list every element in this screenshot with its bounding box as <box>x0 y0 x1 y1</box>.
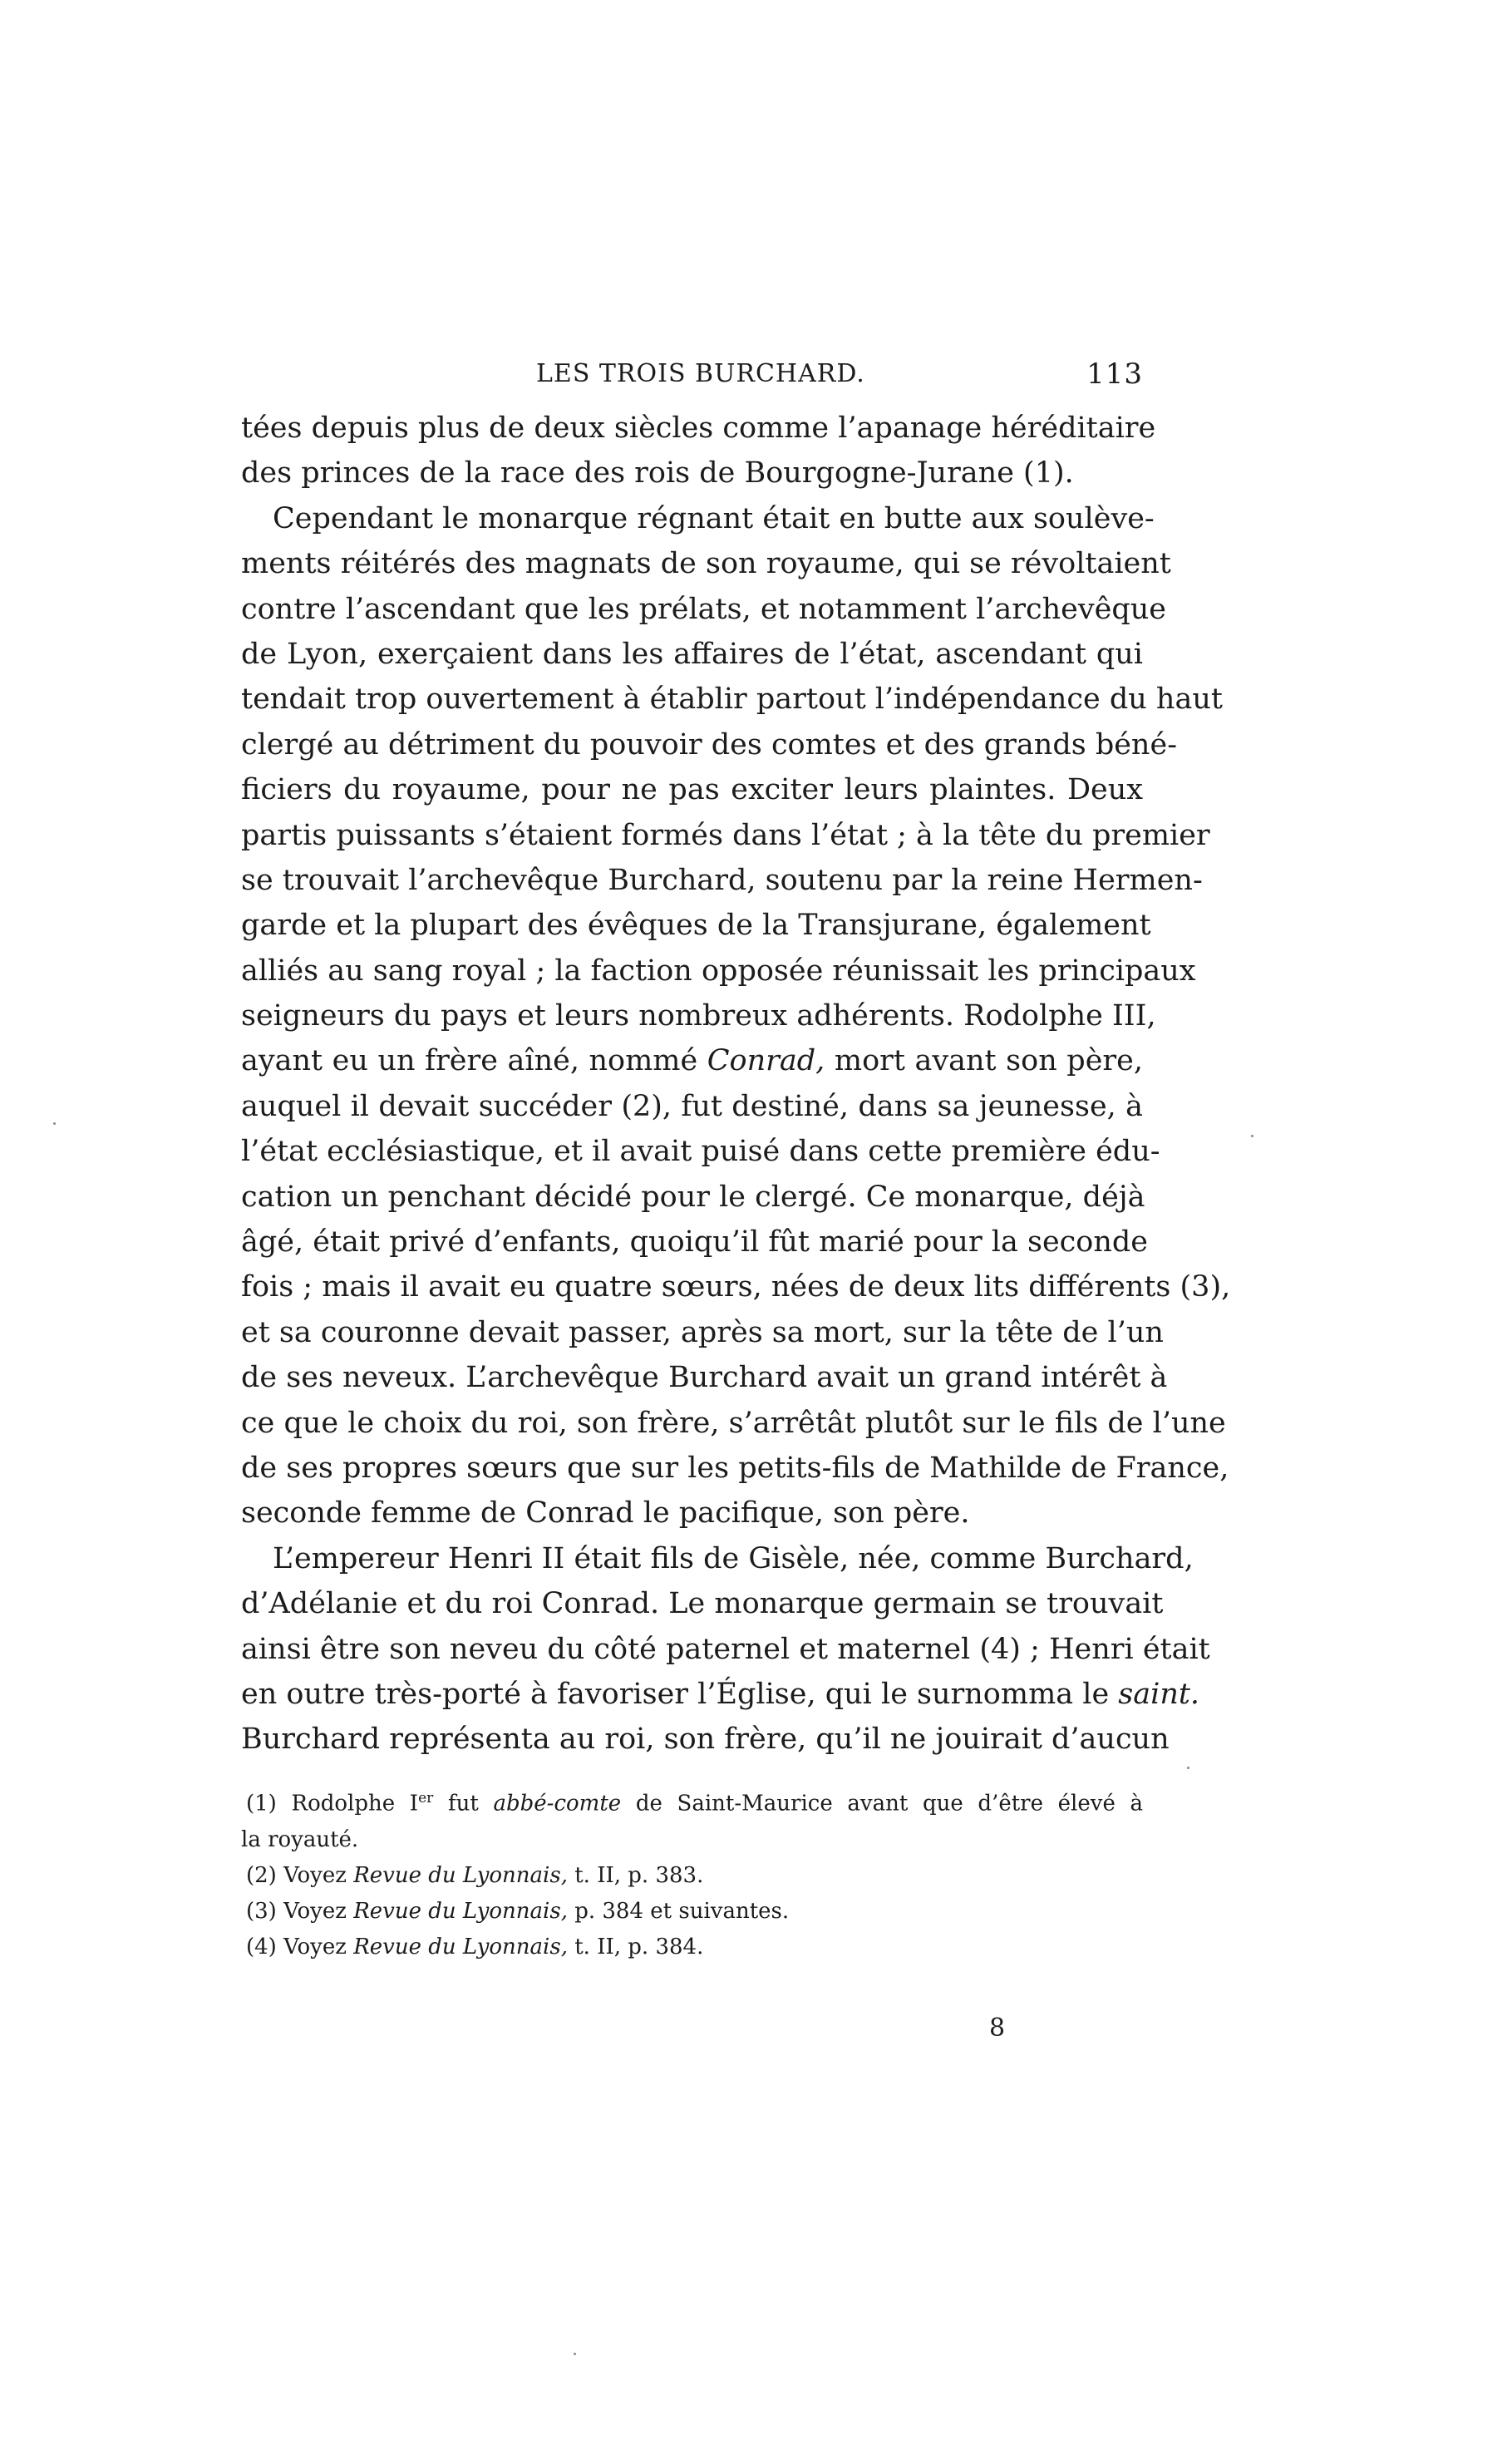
text-line: garde et la plupart des évêques de la Transjurane, également <box>241 909 1151 943</box>
text-line: cation un penchant décidé pour le clergé. Ce monarque, déjà <box>241 1180 1145 1214</box>
fn-text: t. II, p. 383. <box>574 1862 704 1888</box>
fn-text: fut <box>447 1791 479 1816</box>
text-line: seigneurs du pays et leurs nombreux adhérents. Rodolphe III, <box>241 999 1156 1033</box>
paper-speck <box>1187 1767 1189 1769</box>
text-line: âgé, était privé d’enfants, quoiqu’il fût marié pour la seconde <box>241 1225 1148 1259</box>
running-title: LES TROIS BURCHARD. <box>536 359 865 388</box>
text-segment: mort avant son père, <box>834 1044 1143 1078</box>
text-line: et sa couronne devait passer, après sa mort, sur la tête de l’un <box>241 1315 1164 1349</box>
fn-text: (3) Voyez <box>246 1898 347 1924</box>
footnotes <box>241 1781 1143 1965</box>
text-line: tendait trop ouvertement à établir partout l’indépendance du haut <box>241 683 1223 717</box>
fn-italic: abbé-comte <box>493 1791 622 1816</box>
text-line: ainsi être son neveu du côté paternel et maternel (4) ; Henri était <box>241 1632 1210 1666</box>
paper-speck <box>1251 1135 1253 1137</box>
fn-text: (2) Voyez <box>246 1862 347 1888</box>
footnote-1-cont: la royauté. <box>241 1826 359 1852</box>
text-line: fois ; mais il avait eu quatre sœurs, nées de deux lits différents (3), <box>241 1270 1231 1304</box>
footnote-2 <box>241 1858 1143 1894</box>
fn-italic: Revue du Lyonnais, <box>353 1862 568 1888</box>
footnote-1 <box>241 1781 1143 1822</box>
fn-italic: Revue du Lyonnais, <box>353 1934 568 1959</box>
text-line: se trouvait l’archevêque Burchard, soutenu par la reine Hermen- <box>241 863 1203 897</box>
text-line-conrad <box>241 1038 1143 1083</box>
text-line: auquel il devait succéder (2), fut destiné, dans sa jeunesse, à <box>241 1089 1143 1123</box>
paper-speck <box>53 1122 56 1125</box>
text-line: contre l’ascendant que les prélats, et notamment l’archevêque <box>241 592 1167 626</box>
italic-saint: saint. <box>1118 1677 1200 1711</box>
text-line: de ses propres sœurs que sur les petits-fils de Mathilde de France, <box>241 1451 1229 1485</box>
text-line: Burchard représenta au roi, son frère, qu’il ne jouirait d’aucun <box>241 1723 1170 1757</box>
fn-superscript: er <box>418 1790 434 1807</box>
text-line: alliés au sang royal ; la faction opposée réunissait les principaux <box>241 954 1196 988</box>
text-line: de Lyon, exerçaient dans les affaires de l’état, ascendant qui <box>241 637 1143 671</box>
fn-marker: (1) Rodolphe I <box>246 1791 419 1816</box>
text-segment: ayant eu un frère aîné, nommé <box>241 1044 698 1078</box>
text-line: ments réitérés des magnats de son royaume, qui se révoltaient <box>241 547 1171 581</box>
text-line-saint <box>241 1672 1200 1717</box>
text-line: Cependant le monarque régnant était en butte aux soulève- <box>273 501 1155 535</box>
footnote-4 <box>241 1930 1143 1965</box>
body-text <box>241 406 1231 1762</box>
text-line: l’état ecclésiastique, et il avait puisé dans cette première édu- <box>241 1135 1160 1169</box>
fn-text: p. 384 et suivantes. <box>574 1898 790 1924</box>
text-line: ficiers du royaume, pour ne pas exciter leurs plaintes. Deux <box>241 773 1143 807</box>
text-line: tées depuis plus de deux siècles comme l’apanage héréditaire <box>241 412 1156 445</box>
italic-conrad: Conrad, <box>707 1044 825 1078</box>
text-line: clergé au détriment du pouvoir des comtes et des grands béné- <box>241 727 1178 762</box>
fn-text: (4) Voyez <box>246 1934 347 1959</box>
text-line: ce que le choix du roi, son frère, s’arrêtât plutôt sur le fils de l’une <box>241 1406 1226 1440</box>
text-line: d’Adélanie et du roi Conrad. Le monarque germain se trouvait <box>241 1587 1164 1621</box>
text-line: seconde femme de Conrad le pacifique, son père. <box>241 1496 970 1531</box>
footnote-3 <box>241 1894 1143 1930</box>
text-line: des princes de la race des rois de Bourgogne-Jurane (1). <box>241 456 1074 490</box>
fn-text: de Saint-Maurice avant que d’être élevé à <box>635 1791 1144 1816</box>
fn-italic: Revue du Lyonnais, <box>353 1898 568 1924</box>
signature-mark: 8 <box>989 2014 1006 2043</box>
fn-text: t. II, p. 384. <box>574 1934 704 1959</box>
text-segment: en outre très-porté à favoriser l’Église, qui le surnomma le <box>241 1677 1110 1711</box>
paper-speck <box>574 2353 576 2355</box>
text-line: L’empereur Henri II était fils de Gisèle, née, comme Burchard, <box>273 1541 1194 1575</box>
text-line: de ses neveux. L’archevêque Burchard avait un grand intérêt à <box>241 1361 1168 1395</box>
page-number: 113 <box>1086 357 1143 391</box>
text-line: partis puissants s’étaient formés dans l’état ; à la tête du premier <box>241 818 1210 852</box>
